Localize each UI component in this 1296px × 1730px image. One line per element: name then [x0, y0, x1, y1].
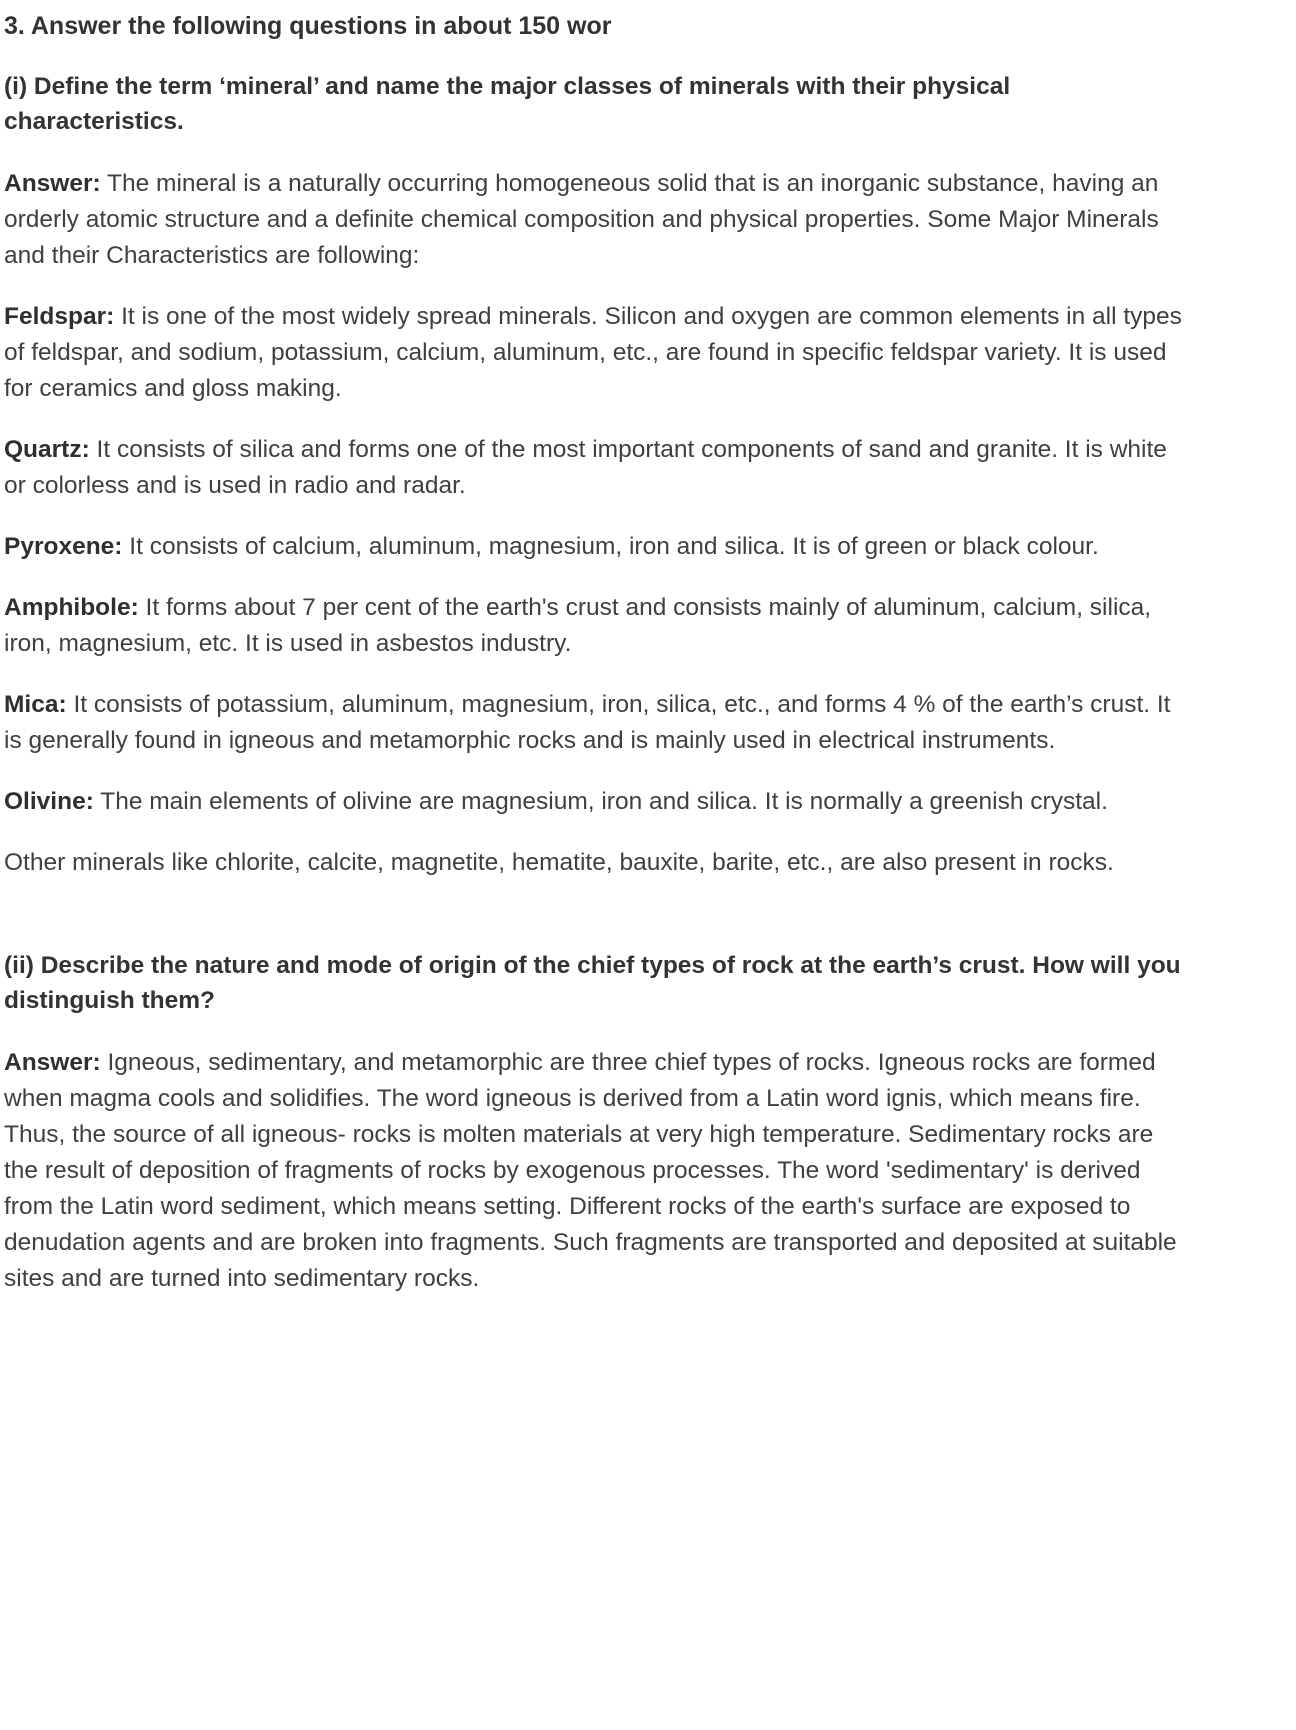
answer-paragraph	[4, 166, 1189, 274]
mineral-paragraph-pyroxene	[4, 529, 1189, 565]
paragraph-text: It consists of calcium, aluminum, magnesium, iron and silica. It is of green or black colour.	[122, 532, 1099, 560]
paragraph-text: The main elements of olivine are magnesium, iron and silica. It is normally a greenish crystal.	[93, 787, 1108, 815]
paragraph-lead: Mica:	[4, 690, 67, 718]
paragraph-text: It forms about 7 per cent of the earth's crust and consists mainly of aluminum, calcium, silica, iron, magnesium, etc. It is used in asbestos industry.	[4, 593, 1152, 657]
paragraph-lead: Answer:	[4, 169, 101, 197]
section-spacer	[4, 906, 1286, 940]
mineral-paragraph-olivine	[4, 784, 1189, 820]
paragraph-text: It consists of potassium, aluminum, magnesium, iron, silica, etc., and forms 4 % of the earth’s crust. It is generally found in igneous and metamorphic rocks and is mainly used in electrical instruments.	[4, 690, 1171, 754]
paragraph-lead: Answer:	[4, 1048, 101, 1076]
paragraph-text: Igneous, sedimentary, and metamorphic are three chief types of rocks. Igneous rocks are formed when magma cools and solidifies. The word igneous is derived from a Latin word ignis, which means fire. Thus, the source of all igneous- rocks is molten materials at very high temperature. Sedimentary rocks are the result of deposition of fragments of rocks by exogenous processes. The word 'sedimentary' is derived from the Latin word sediment, which means setting. Different rocks of the earth's surface are exposed to denudation agents and are broken into fragments. Such fragments are transported and deposited at suitable sites and are turned into sedimentary rocks.	[4, 1048, 1177, 1292]
mineral-paragraph-other	[4, 845, 1189, 881]
paragraph-text: The mineral is a naturally occurring homogeneous solid that is an inorganic substance, having an orderly atomic structure and a definite chemical composition and physical properties. Some Major Minerals and their Characteristics are following:	[4, 169, 1159, 269]
question-heading-2: (ii) Describe the nature and mode of origin of the chief types of rock at the earth’s crust. How will you distinguish them?	[4, 951, 1181, 1015]
question-block-2	[4, 948, 1286, 1297]
paragraph-text: It consists of silica and forms one of the most important components of sand and granite. It is white or colorless and is used in radio and radar.	[4, 435, 1167, 499]
paragraph-lead: Pyroxene:	[4, 532, 123, 560]
question-heading-1: (i) Define the term ‘mineral’ and name the major classes of minerals with their physical characteristics.	[4, 72, 1011, 136]
answer-paragraph-2	[4, 1045, 1189, 1297]
paragraph-lead: Quartz:	[4, 435, 90, 463]
paragraph-lead: Olivine:	[4, 787, 94, 815]
paragraph-text: It is one of the most widely spread minerals. Silicon and oxygen are common elements in all types of feldspar, and sodium, potassium, calcium, aluminum, etc., are found in specific feldspar variety. It is used for ceramics and gloss making.	[4, 302, 1182, 402]
mineral-paragraph-mica	[4, 687, 1189, 759]
paragraph-lead: Feldspar:	[4, 302, 115, 330]
paragraph-lead: Amphibole:	[4, 593, 139, 621]
mineral-paragraph-amphibole	[4, 590, 1189, 662]
section-heading: 3. Answer the following questions in about 150 wor	[4, 12, 612, 40]
mineral-paragraph-feldspar	[4, 299, 1189, 407]
mineral-paragraph-quartz	[4, 432, 1189, 504]
paragraph-text: Other minerals like chlorite, calcite, magnetite, hematite, bauxite, barite, etc., are also present in rocks.	[4, 848, 1114, 876]
